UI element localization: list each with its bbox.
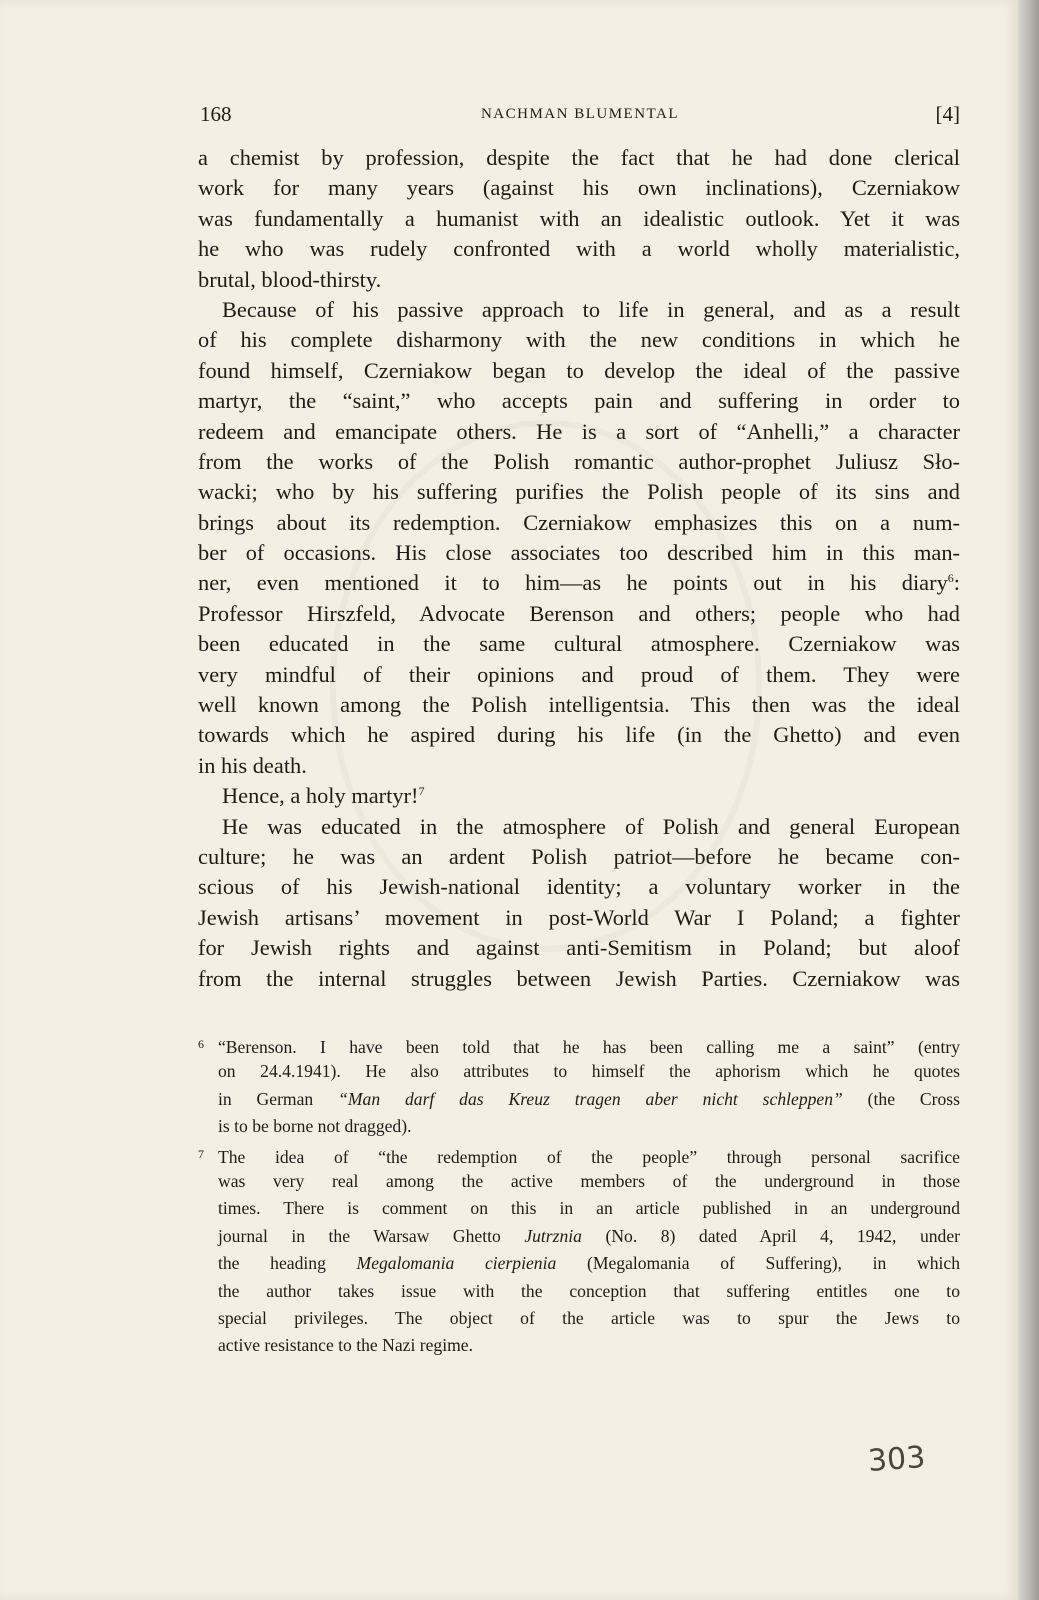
body-line: a chemist by profession, despite the fact that he had done clerical [198,145,960,170]
footnote-ref-6[interactable]: 6 [947,571,954,586]
body-line: Jewish artisans’ movement in post-World War I Poland; a fighter [198,904,960,930]
footnote-text: journal in the Warsaw Ghetto [218,1225,525,1246]
body-line: he who was rudely confronted with a world wholly materialistic, [198,236,960,262]
body-line-with-footnote [198,781,960,811]
body-line-with-footnote [198,568,960,598]
body-line: was fundamentally a humanist with an idealistic outlook. Yet it was [198,205,960,231]
footnote-text: “Berenson. I have been told that he has been calling me a saint” (entry [218,1037,960,1057]
page-number: 168 [200,102,232,126]
body-line: in his death. [198,752,307,778]
footnote-7-line: times. There is comment on this in an article published in an underground [218,1198,960,1219]
body-line: well known among the Polish intelligentsia. This then was the ideal [198,692,960,718]
body-line: scious of his Jewish-national identity; a voluntary worker in the [198,874,960,900]
body-line: found himself, Czerniakow began to develop the ideal of the passive [198,357,960,383]
footnote-italic-quote: “Man darf das Kreuz tragen aber nicht schleppen” [338,1088,843,1109]
body-line: of his complete disharmony with the new conditions in which he [198,327,960,353]
section-number: [4] [935,102,960,126]
page-edge [1018,0,1039,1600]
footnote-7-number: 7 [198,1146,204,1161]
footnote-7-line: the author takes issue with the conception that suffering entitles one to [218,1280,960,1301]
body-line: culture; he was an ardent Polish patriot—before he became con- [198,843,960,869]
footnote-text: The idea of “the redemption of the people” through personal sacrifice [218,1146,960,1167]
footnotes [198,1031,960,1360]
footnote-italic-title: Megalomania cierpienia [356,1253,557,1274]
footnote-7-line [198,1223,960,1250]
body-line-text: ner, even mentioned it to him—as he points out in his diary [198,570,948,596]
body-line: brutal, blood-thirsty. [198,266,382,292]
handwritten-archive-number: 303 [866,1440,927,1479]
body-line: Because of his passive approach to life in general, and as a result [222,296,960,322]
footnote-text: (No. 8) dated April 4, 1942, under [581,1225,960,1246]
footnote-italic-title: Jutrznia [524,1225,582,1246]
body-line: ber of occasions. His close associates too described him in this man- [198,540,960,566]
body-line: from the works of the Polish romantic author-prophet Juliusz Sło- [198,448,960,474]
body-line: work for many years (against his own inclinations), Czerniakow [198,175,960,201]
footnote-text: (Megalomania of Suffering), in which [556,1253,960,1274]
running-head [200,102,960,132]
footnote-6-line [198,1031,960,1058]
body-line: towards which he aspired during his life (in the Ghetto) and even [198,722,960,748]
footnote-6-line: on 24.4.1941). He also attributes to himself the aphorism which he quotes [218,1061,960,1082]
footnote-7-line: active resistance to the Nazi regime. [218,1335,473,1356]
body-line: redeem and emancipate others. He is a sort of “Anhelli,” a character [198,418,960,444]
footnote-7-line [198,1141,960,1168]
body-text [198,143,960,994]
body-line: very mindful of their opinions and proud of them. They were [198,661,960,687]
footnote-text: the heading [218,1253,357,1274]
footnote-7-line: special privileges. The object of the article was to spur the Jews to [218,1307,960,1328]
footnote-text: (the Cross [842,1088,960,1109]
footnote-text: in German [218,1088,339,1109]
footnote-6-line: is to be borne not dragged). [218,1116,412,1137]
body-line-text: Hence, a holy martyr! [222,783,419,809]
body-line: wacki; who by his suffering purifies the Polish people of its sins and [198,479,960,505]
colon: : [953,570,960,596]
body-line: Professor Hirszfeld, Advocate Berenson and others; people who had [198,600,960,626]
body-line: martyr, the “saint,” who accepts pain and suffering in order to [198,388,960,414]
body-line: for Jewish rights and against anti-Semitism in Poland; but aloof [198,935,960,961]
body-line: been educated in the same cultural atmosphere. Czerniakow was [198,631,960,657]
body-line: He was educated in the atmosphere of Polish and general European [222,813,960,839]
footnote-ref-7[interactable]: 7 [418,784,425,799]
footnote-6-line [198,1086,960,1113]
footnote-6-number: 6 [198,1037,204,1051]
footnote-7-line: was very real among the active members of the underground in those [218,1170,960,1191]
body-line: from the internal struggles between Jewish Parties. Czerniakow was [198,965,960,991]
running-head-author: NACHMAN BLUMENTAL [480,106,680,122]
body-line: brings about its redemption. Czerniakow emphasizes this on a num- [198,509,960,535]
footnote-7-line [198,1250,960,1277]
